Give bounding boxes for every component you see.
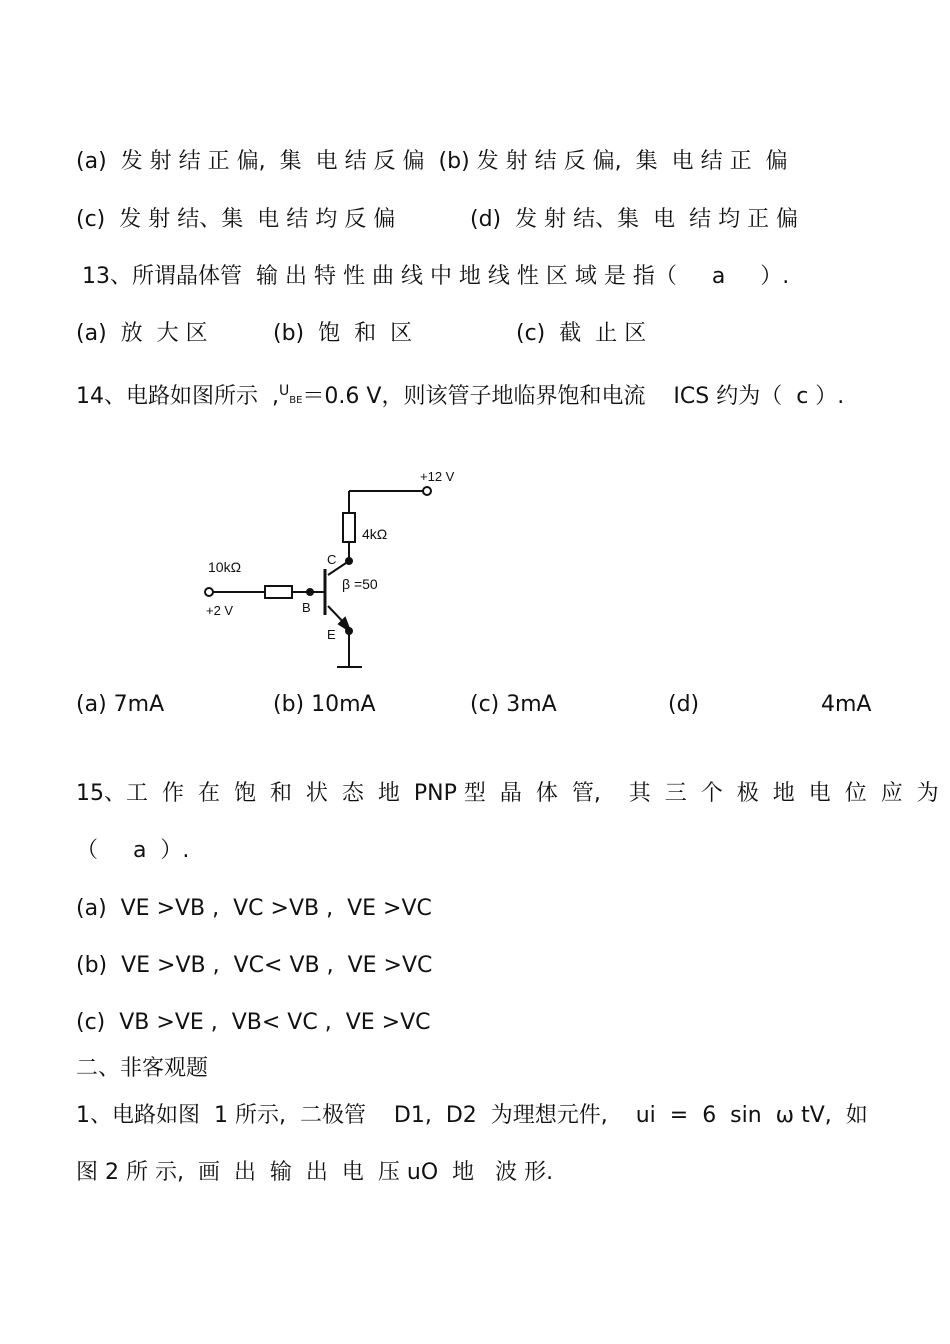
q12-options-ab: (a) 发 射 结 正 偏, 集 电 结 反 偏 (b) 发 射 结 反 偏, 集 电 结 正 偏 [76,149,788,174]
rb-label: 10kΩ [208,559,242,575]
q14-option-d-value: 4mA [821,692,872,717]
base-node [307,589,313,595]
beta-label: β =50 [342,576,378,592]
q13-option-a: (a) 放 大 区 [76,321,208,346]
q14-u-symbol: U [278,383,290,399]
vin-label: +2 V [206,603,234,618]
q14-option-a: (a) 7mA [76,692,165,717]
section2-q1-line2: 图 2 所 示, 画 出 输 出 电 压 uO 地 波 形. [76,1160,554,1185]
q15-option-c: (c) VB >VE , VB< VC , VE >VC [76,1010,431,1035]
base-label: B [302,600,311,615]
section2-title: 二、非客观题 [76,1056,209,1081]
q15-answer: （ a ）. [76,838,190,863]
q12-option-d: (d) 发 射 结、集 电 结 均 正 偏 [470,207,799,232]
q14-option-c: (c) 3mA [470,692,557,717]
q15-option-a: (a) VE >VB , VC >VB , VE >VC [76,896,432,921]
q13-option-c: (c) 截 止 区 [516,321,647,346]
q15-stem: 15、工 作 在 饱 和 状 态 地 PNP 型 晶 体 管, 其 三 个 极 地 电 位 应 为 [76,781,939,806]
section2-q1-line1: 1、电路如图 1 所示, 二极管 D1, D2 为理想元件, ui = 6 sin ω tV, 如 [76,1103,868,1128]
q14-stem-pre: 14、电路如图所示 , [76,384,279,409]
rb-resistor [265,586,292,598]
q13-option-b: (b) 饱 和 区 [273,321,413,346]
q14-option-d: (d) [668,692,700,717]
vcc-label: +12 V [420,469,455,484]
q15-option-b: (b) VE >VB , VC< VB , VE >VC [76,953,433,978]
emitter-label: E [327,627,336,642]
q14-option-b: (b) 10mA [273,692,376,717]
collector-label: C [327,552,337,567]
q14-stem-post: ＝0.6 V，则该管子地临界饱和电流 ICS 约为（ c ）. [302,384,845,409]
input-terminal [205,588,213,596]
rc-label: 4kΩ [362,526,388,542]
vcc-terminal [423,487,431,495]
q14-u-subscript: BE [289,395,303,406]
q12-option-c: (c) 发 射 结、集 电 结 均 反 偏 [76,207,396,232]
rc-resistor [343,513,355,542]
q13-stem: 13、所谓晶体管 输 出 特 性 曲 线 中 地 线 性 区 域 是 指（ a ）. [82,264,790,289]
